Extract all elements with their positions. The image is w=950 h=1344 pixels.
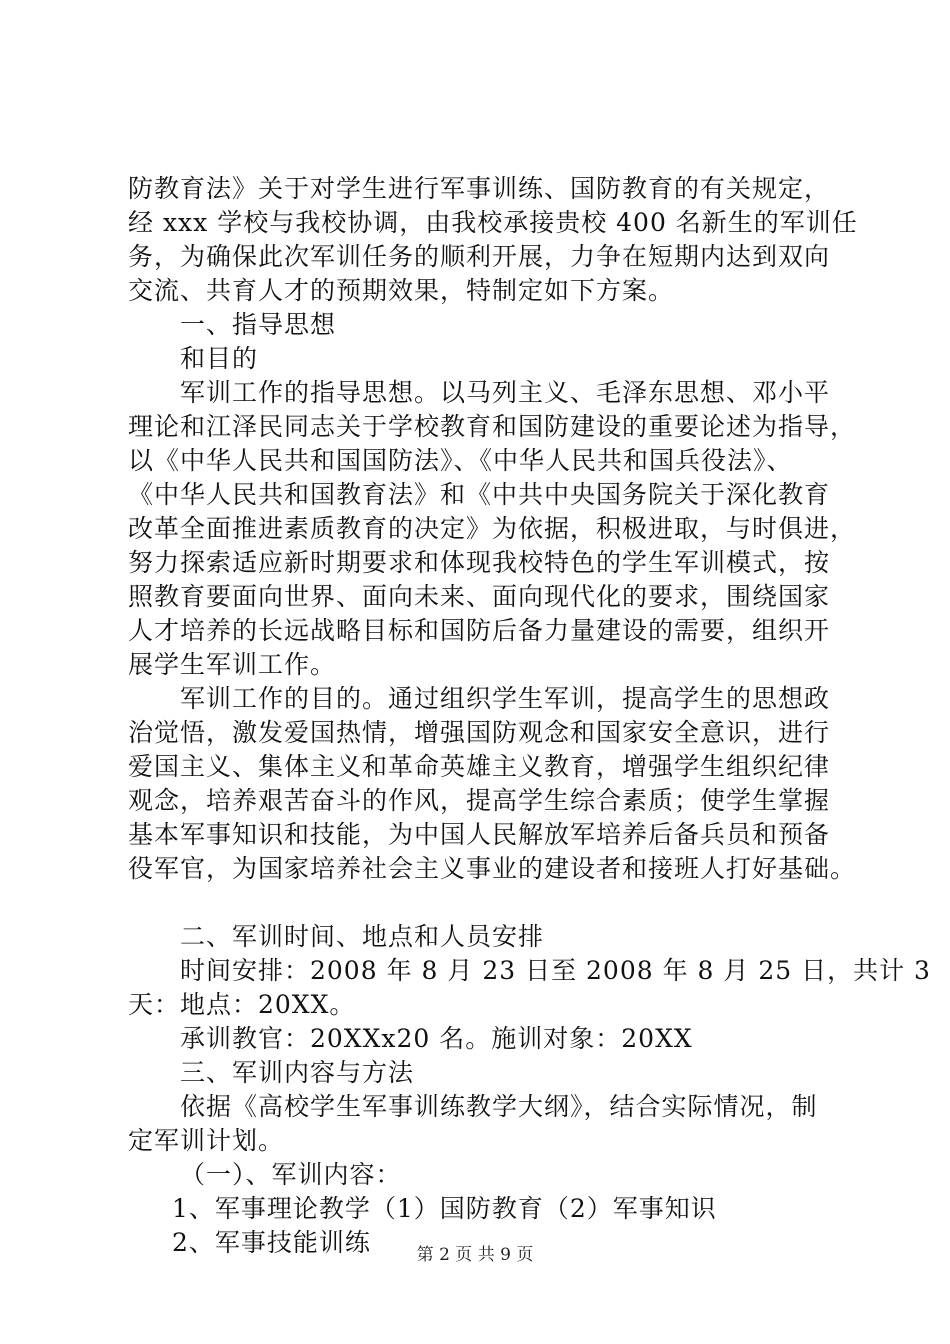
section-heading: 三、军训内容与方法 [180,1058,415,1087]
body-line: 爱国主义、集体主义和革命英雄主义教育，增强学生组织纪律 [128,752,831,781]
body-line: 《中华人民共和国教育法》和《中共中央国务院关于深化教育 [128,480,831,509]
paragraph-start: 军训工作的目的。通过组织学生军训，提高学生的思想政 [180,684,831,713]
schedule-line: 时间安排：2008 年 8 月 23 日至 2008 年 8 月 25 日，共计 3 [180,956,931,985]
body-line: 防教育法》关于对学生进行军事训练、国防教育的有关规定， [128,174,831,203]
body-line: 理论和江泽民同志关于学校教育和国防建设的重要论述为指导， [128,412,857,441]
body-line: 定军训计划。 [128,1126,285,1155]
body-line: 役军官，为国家培养社会主义事业的建设者和接班人打好基础。 [128,854,857,883]
body-line: 照教育要面向世界、面向未来、面向现代化的要求，围绕国家 [128,582,831,611]
schedule-line-continued: 天：地点：20XX。 [128,990,356,1019]
list-item: 1、军事理论教学（1）国防教育（2）军事知识 [172,1194,717,1223]
list-item: 2、军事技能训练 [172,1228,371,1257]
body-line: 务，为确保此次军训任务的顺利开展，力争在短期内达到双向 [128,242,831,271]
body-line: 经 xxx 学校与我校协调，由我校承接贵校 400 名新生的军训任 [128,208,858,237]
body-line: 基本军事知识和技能，为中国人民解放军培养后备兵员和预备 [128,820,831,849]
section-heading-continued: 和目的 [180,344,259,373]
section-heading: 一、指导思想 [180,310,337,339]
body-line: 观念，培养艰苦奋斗的作风，提高学生综合素质；使学生掌握 [128,786,831,815]
body-line: 展学生军训工作。 [128,650,337,679]
body-line: 努力探索适应新时期要求和体现我校特色的学生军训模式，按 [128,548,831,577]
page-number-footer: 第 2 页 共 9 页 [416,1245,534,1265]
body-line: 改革全面推进素质教育的决定》为依据，积极进取，与时俱进， [128,514,857,543]
body-line: 以《中华人民共和国国防法》、《中华人民共和国兵役法》、 [128,446,793,475]
paragraph-start: 军训工作的指导思想。以马列主义、毛泽东思想、邓小平 [180,378,831,407]
body-line: 人才培养的长远战略目标和国防后备力量建设的需要，组织开 [128,616,831,645]
paragraph-start: 依据《高校学生军事训练教学大纲》，结合实际情况，制 [180,1092,818,1121]
body-line: 治觉悟，激发爱国热情，增强国防观念和国家安全意识，进行 [128,718,831,747]
subsection-heading: （一）、军训内容： [180,1160,402,1189]
section-heading: 二、军训时间、地点和人员安排 [180,922,545,951]
instructor-line: 承训教官：20XXx20 名。施训对象：20XX [180,1024,693,1053]
body-line: 交流、共育人才的预期效果，特制定如下方案。 [128,276,675,305]
